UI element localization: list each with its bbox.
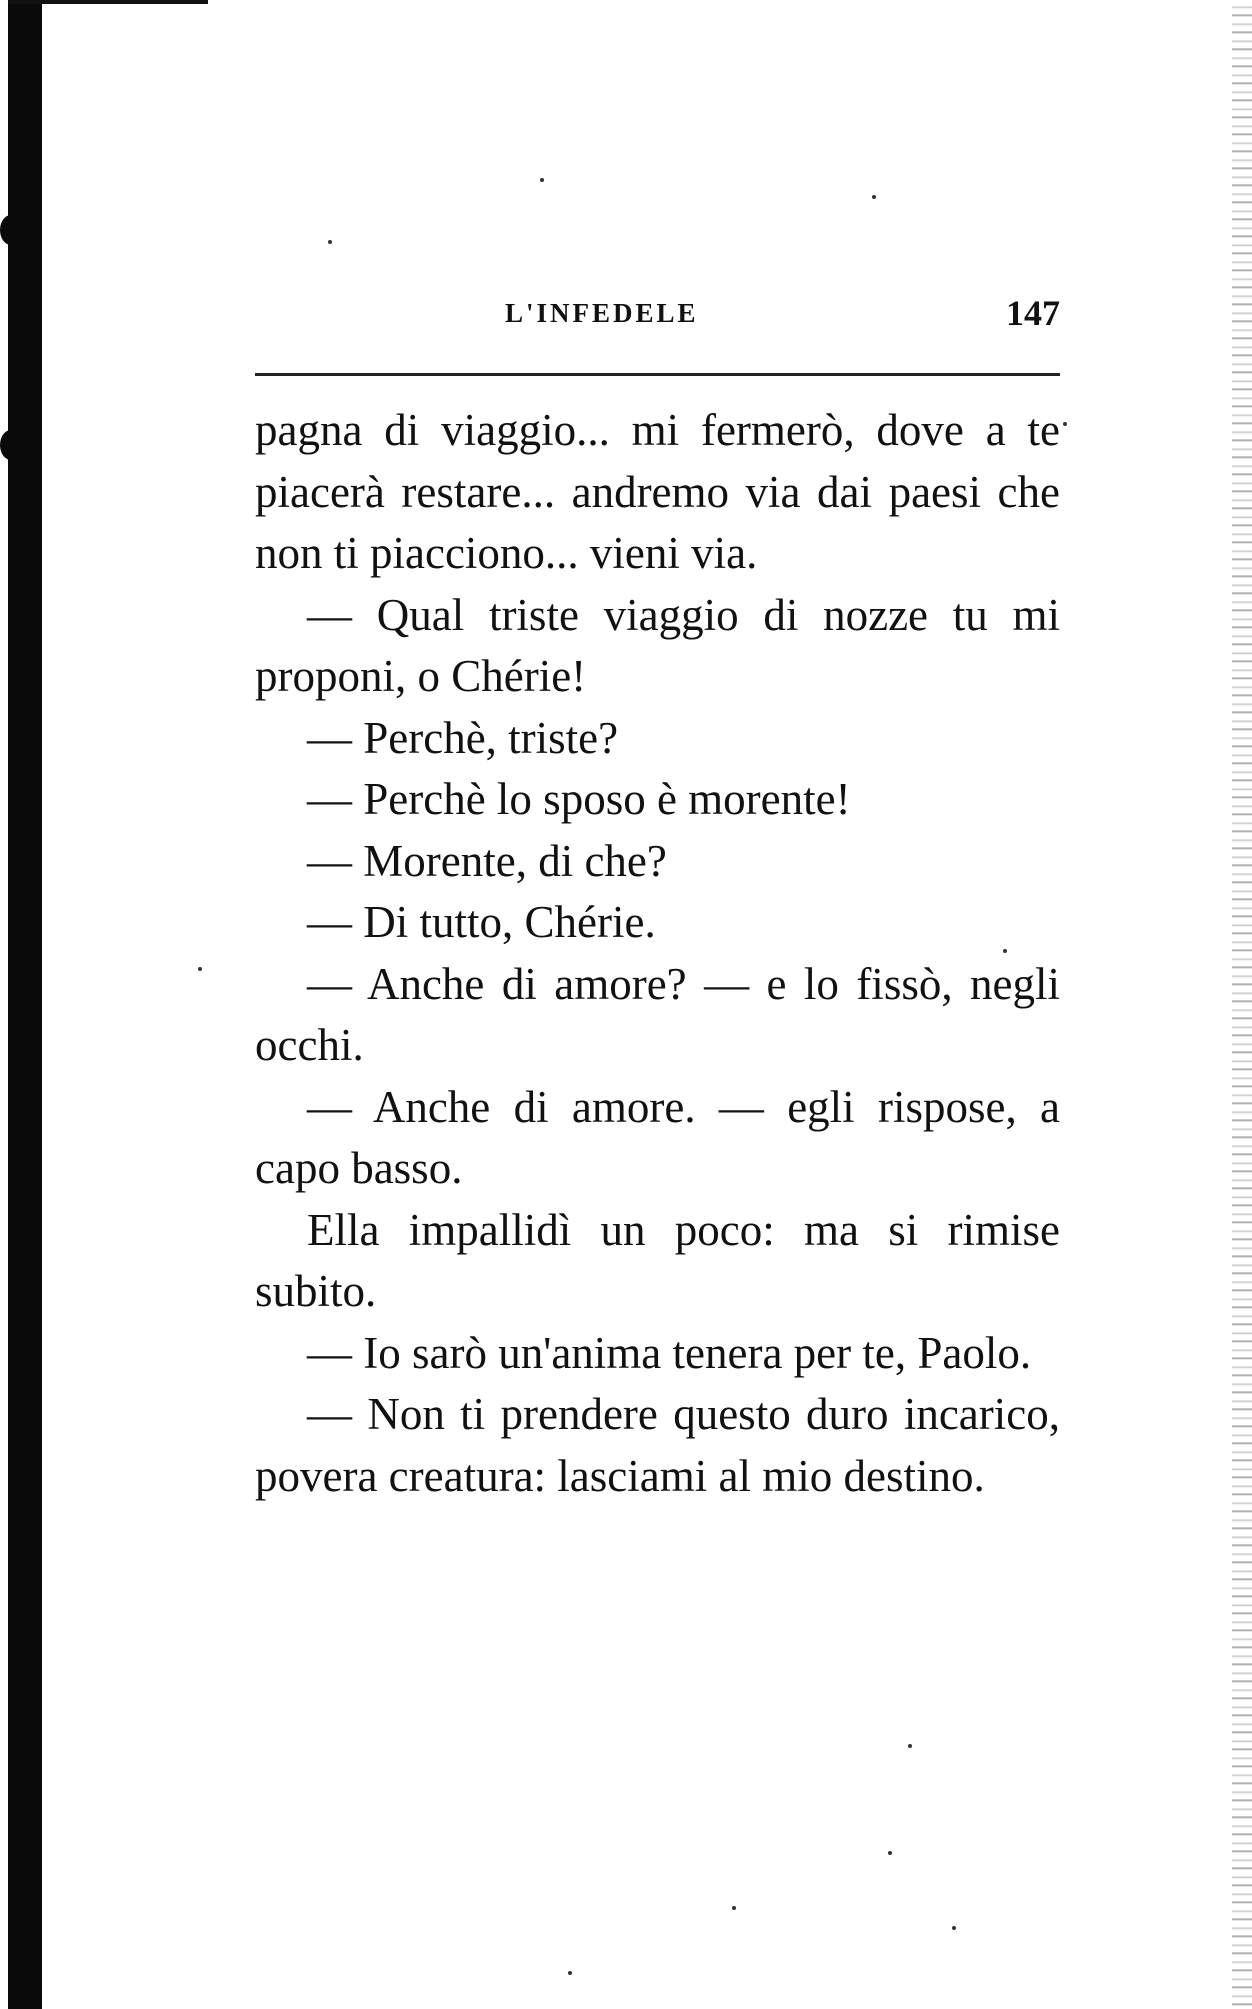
scan-speck xyxy=(872,195,876,199)
binding-notch xyxy=(0,430,22,460)
scan-speck xyxy=(732,1906,736,1910)
scan-speck xyxy=(540,178,544,182)
scan-speck xyxy=(952,1926,956,1930)
text-body xyxy=(255,400,1060,1507)
running-head xyxy=(255,292,1060,338)
paragraph: — Morente, di che? xyxy=(307,835,667,886)
page-number: 147 xyxy=(1006,293,1060,333)
paragraph: Ella impallidì un poco: ma si rimise subito. xyxy=(255,1204,1060,1316)
scan-speck xyxy=(198,967,202,971)
scan-speck xyxy=(1003,949,1007,953)
paragraph: — Anche di amore. — egli rispose, a capo basso. xyxy=(255,1081,1060,1193)
paragraph: — Non ti prendere questo duro incarico, povera creatura: lasciami al mio destino. xyxy=(255,1389,1060,1501)
page-top-edge xyxy=(8,0,208,4)
paragraph: — Perchè, triste? xyxy=(307,712,619,763)
scan-speck xyxy=(328,240,332,244)
scan-speck xyxy=(1063,422,1067,426)
paragraph: — Di tutto, Chérie. xyxy=(307,897,656,947)
header-rule xyxy=(255,373,1060,376)
scan-speck xyxy=(908,1744,912,1748)
page-binding-edge xyxy=(8,0,42,2009)
running-head-title: L'INFEDELE xyxy=(505,298,699,328)
paragraph: — Anche di amore? — e lo fissò, negli occhi. xyxy=(255,958,1060,1070)
scan-speck xyxy=(888,1851,892,1855)
scan-gutter-noise xyxy=(1232,0,1252,2009)
paragraph: — Io sarò un'anima tenera per te, Paolo. xyxy=(307,1327,1032,1378)
paragraph: pagna di viaggio... mi fermerò, dove a te piacerà restare... andremo via dai paesi che non ti piacciono... vieni via. xyxy=(255,405,1060,578)
binding-notch xyxy=(0,215,22,245)
paragraph: — Qual triste viaggio di nozze tu mi proponi, o Chérie! xyxy=(255,589,1060,701)
scan-speck xyxy=(568,1971,572,1975)
paragraph: — Perchè lo sposo è morente! xyxy=(307,774,851,824)
